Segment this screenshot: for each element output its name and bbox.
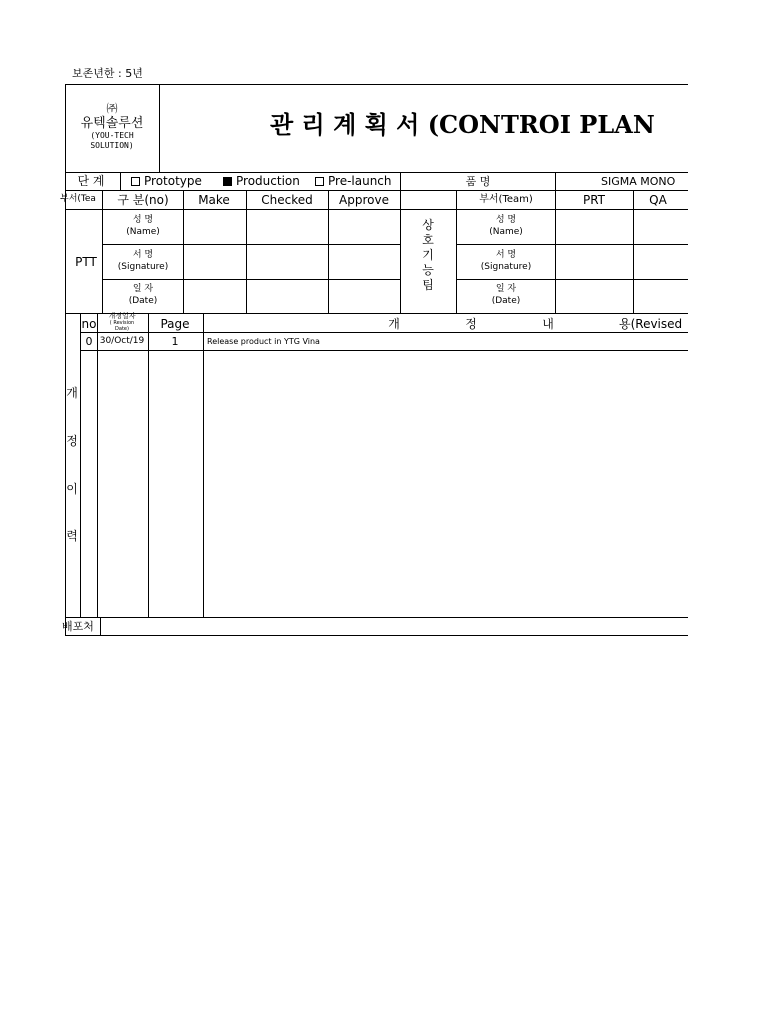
right-row-date-en: (Date) (491, 296, 521, 306)
rev-header-no: no (81, 317, 97, 331)
col-checked: Checked (261, 193, 313, 207)
right-row-signature-kr: 서 명 (495, 250, 517, 260)
checkbox-production-icon[interactable] (223, 177, 232, 186)
vertical-label-char: 기 (422, 248, 434, 262)
revision-side-label-2: 정 (66, 434, 78, 448)
rev-header-page: Page (160, 317, 190, 331)
rev-header-content-1: 개 (388, 317, 400, 331)
row-date-en: (Date) (128, 296, 158, 306)
vertical-label-char: 팀 (422, 278, 434, 292)
stage-label: 단 계 (77, 174, 105, 188)
rev-header-date-en1: ( Revision (109, 320, 135, 326)
distribution-label: 배포처 (62, 620, 94, 633)
rev-row-no: 0 (85, 335, 93, 348)
vertical-label-char: 호 (422, 233, 434, 247)
row-name-kr: 성 명 (132, 215, 154, 225)
revision-side-label-4: 력 (66, 529, 78, 543)
company-mark: ㈜ (106, 102, 118, 115)
right-row-date-kr: 일 자 (495, 284, 517, 294)
rev-header-content-2: 정 (465, 317, 477, 331)
division-header: 구 분(no) (117, 193, 169, 207)
stage-option-prelaunch[interactable]: Pre-launch (315, 175, 392, 187)
rev-header-content-4: 용(Revised (619, 317, 683, 331)
rev-header-date-en2: Date) (115, 326, 129, 332)
revision-side-label-3: 이 (66, 482, 78, 496)
company-eng-line2: SOLUTION) (90, 141, 134, 150)
col-qa: QA (649, 193, 667, 207)
team-name: PTT (75, 255, 97, 269)
document-title: 관 리 계 획 서 (CONTROI PLAN (270, 110, 655, 139)
stage-option-production[interactable]: Production (223, 175, 300, 187)
cross-functional-team-label (421, 218, 435, 293)
checkbox-prelaunch-icon[interactable] (315, 177, 324, 186)
col-approve: Approve (339, 193, 389, 207)
col-make: Make (198, 193, 230, 207)
row-date-kr: 일 자 (132, 284, 154, 294)
right-row-signature-en: (Signature) (480, 262, 532, 272)
company-name: 유텍솔루션 (80, 116, 144, 131)
dept-header-right: 부서(Team) (479, 194, 533, 205)
checkbox-prototype-icon[interactable] (131, 177, 140, 186)
vertical-label-char: 능 (422, 263, 434, 277)
stage-option-prototype[interactable]: Prototype (131, 175, 202, 187)
company-eng-line1: (YOU-TECH (90, 131, 134, 140)
row-signature-en: (Signature) (117, 262, 169, 272)
rev-header-content-3: 내 (542, 317, 554, 331)
vertical-label-char: 상 (422, 218, 434, 232)
row-signature-kr: 서 명 (132, 250, 154, 260)
product-label: 품 명 (465, 175, 491, 188)
right-row-name-en: (Name) (489, 227, 523, 237)
row-name-en: (Name) (126, 227, 160, 237)
rev-row-content: Release product in YTG Vina (207, 337, 320, 346)
revision-side-label-1: 개 (66, 386, 78, 400)
col-prt: PRT (582, 193, 606, 207)
product-value: SIGMA MONO (601, 175, 676, 188)
rev-row-date: 30/Oct/19 (99, 336, 145, 346)
rev-header-date-kr: 개정일자 (108, 312, 136, 320)
right-row-name-kr: 성 명 (495, 215, 517, 225)
dept-header-left: 부서(Tea (60, 194, 96, 204)
rev-row-page: 1 (171, 335, 179, 348)
retention-period: 보존년한 : 5년 (72, 67, 143, 80)
